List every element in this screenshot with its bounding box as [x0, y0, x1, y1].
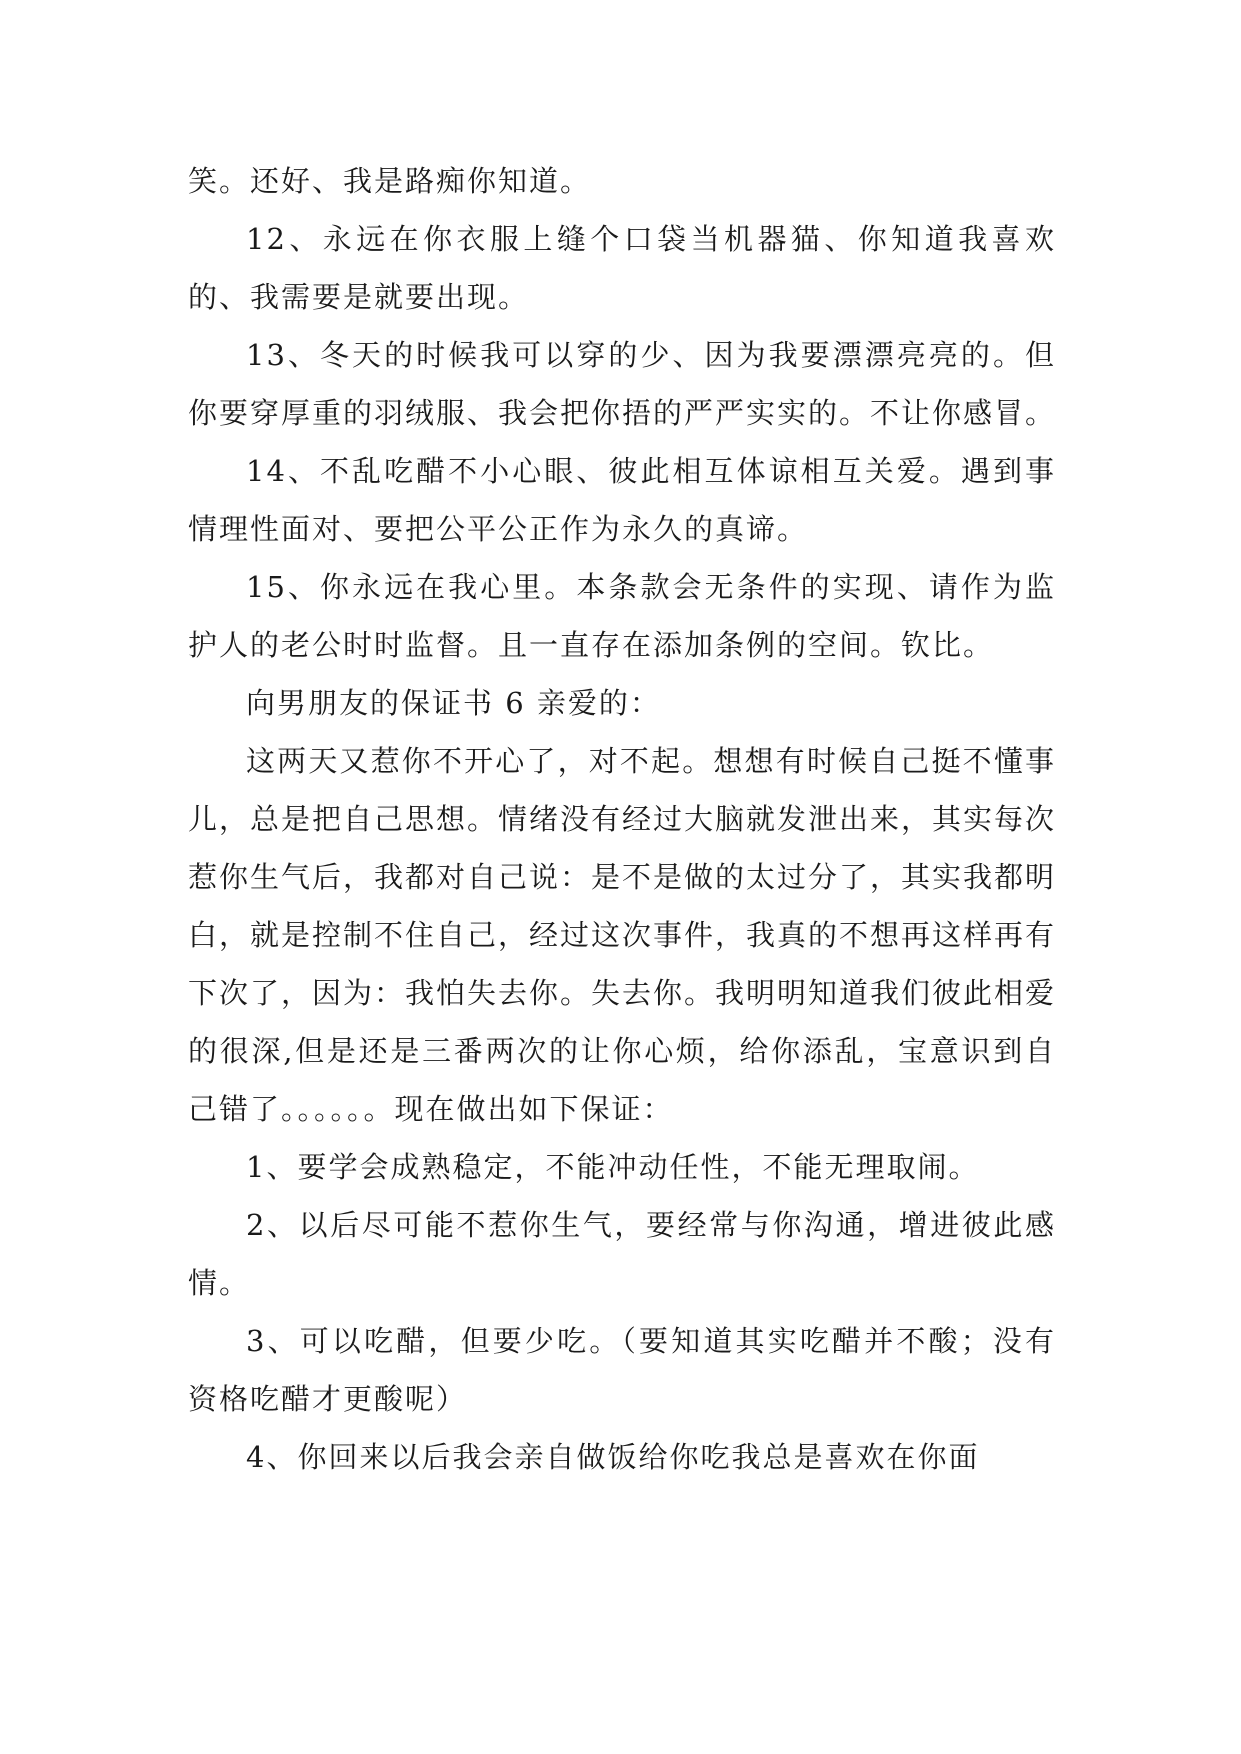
- paragraph: 13、冬天的时候我可以穿的少、因为我要漂漂亮亮的。但你要穿厚重的羽绒服、我会把你捂的严严实实的。不让你感冒。: [188, 338, 1057, 430]
- paragraph: 笑。还好、我是路痴你知道。: [188, 164, 592, 198]
- section-heading: 向男朋友的保证书 6 亲爱的：: [246, 686, 661, 720]
- paragraph: 14、不乱吃醋不小心眼、彼此相互体谅相互关爱。遇到事情理性面对、要把公平公正作为永久的真谛。: [188, 454, 1056, 546]
- paragraph: 12、永远在你衣服上缝个口袋当机器猫、你知道我喜欢的、我需要是就要出现。: [188, 222, 1056, 314]
- list-item: 4、你回来以后我会亲自做饭给你吃我总是喜欢在你面: [246, 1440, 980, 1474]
- list-item: 3、可以吃醋，但要少吃。（要知道其实吃醋并不酸；没有资格吃醋才更酸呢）: [188, 1324, 1056, 1416]
- list-item: 1、要学会成熟稳定，不能冲动任性，不能无理取闹。: [246, 1150, 980, 1184]
- document-body: [188, 152, 1056, 1486]
- paragraph: 这两天又惹你不开心了，对不起。想想有时候自己挺不懂事儿，总是把自己思想。情绪没有经过大脑就发泄出来，其实每次惹你生气后，我都对自己说：是不是做的太过分了，其实我都明白，就是控制不住自己，经过这次事件，我真的不想再这样再有下次了，因为：我怕失去你。失去你。我明明知道我们彼此相爱的很深,但是还是三番两次的让你心烦，给你添乱，宝意识到自己错了。。。。。。现在做出如下保证：: [188, 744, 1057, 1126]
- paragraph: 15、你永远在我心里。本条款会无条件的实现、请作为监护人的老公时时监督。且一直存在添加条例的空间。钦比。: [188, 570, 1056, 662]
- list-item: 2、以后尽可能不惹你生气，要经常与你沟通，增进彼此感情。: [188, 1208, 1056, 1300]
